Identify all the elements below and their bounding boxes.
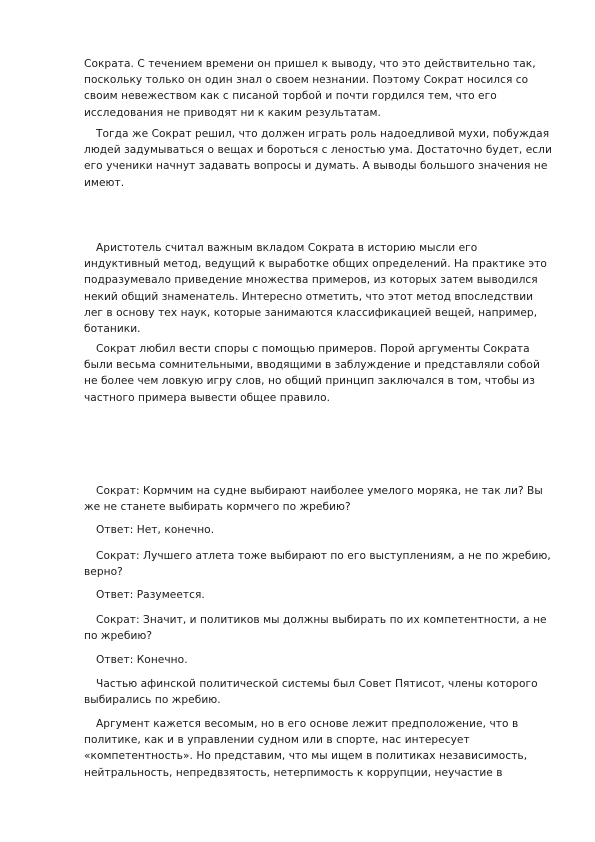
paragraph-council: Частью афинской политической системы был Совет Пятисот, члены которого выбирались по жребию. [84,678,538,707]
paragraph-1: Сократа. С течением времени он пришел к выводу, что это действительно так, поскольку только он один знал о своем незнании. Поэтому Сократ носился со своим невежеством как с писаной торбой и почти гордился тем, что его исследования не приводят ни к каким результатам. [84,58,536,119]
paragraph-2: Тогда же Сократ решил, что должен играть роль надоедливой мухи, побуждая людей задумываться о вещах и бороться с леностью ума. Достаточно будет, если его ученики начнут задавать вопросы и думать. А выводы большого значения не имеют. [84,128,552,189]
dialogue-answer-2: Ответ: Разумеется. [96,589,205,601]
dialogue-answer-1: Ответ: Нет, конечно. [96,524,215,536]
dialogue-socrates-3: Сократ: Значит, и политиков мы должны выбирать по их компетентности, а не по жребию? [84,614,547,643]
paragraph-4: Сократ любил вести споры с помощью примеров. Порой аргументы Сократа были весьма сомнительными, вводящими в заблуждение и представляли собой не более чем ловкую игру слов, но общий принцип заключался в том, чтобы из частного примера вывести общее правило. [84,343,540,404]
dialogue-socrates-1: Сократ: Кормчим на судне выбирают наиболее умелого моряка, не так ли? Вы же не станете выбирать кормчего по жребию? [84,485,543,514]
dialogue-answer-3: Ответ: Конечно. [96,654,188,666]
paragraph-argument: Аргумент кажется весомым, но в его основе лежит предположение, что в политике, как и в управлении судном или в спорте, нас интересует «компетентность». Но представим, что мы ищем в политиках независимость, нейтральность, непредвзятость, нетерпимость к коррупции, неучастие в [84,718,528,779]
paragraph-3: Аристотель считал важным вкладом Сократа в историю мысли его индуктивный метод, ведущий к выработке общих определений. На практике это подразумевало приведение множества примеров, из которых затем выводился некий общий знаменатель. Интересно отметить, что этот метод впоследствии лег в основу тех наук, которые занимаются классификацией вещей, например, ботаники. [84,242,547,336]
dialogue-socrates-2: Сократ: Лучшего атлета тоже выбирают по его выступлениям, а не по жребию, верно? [84,550,551,579]
